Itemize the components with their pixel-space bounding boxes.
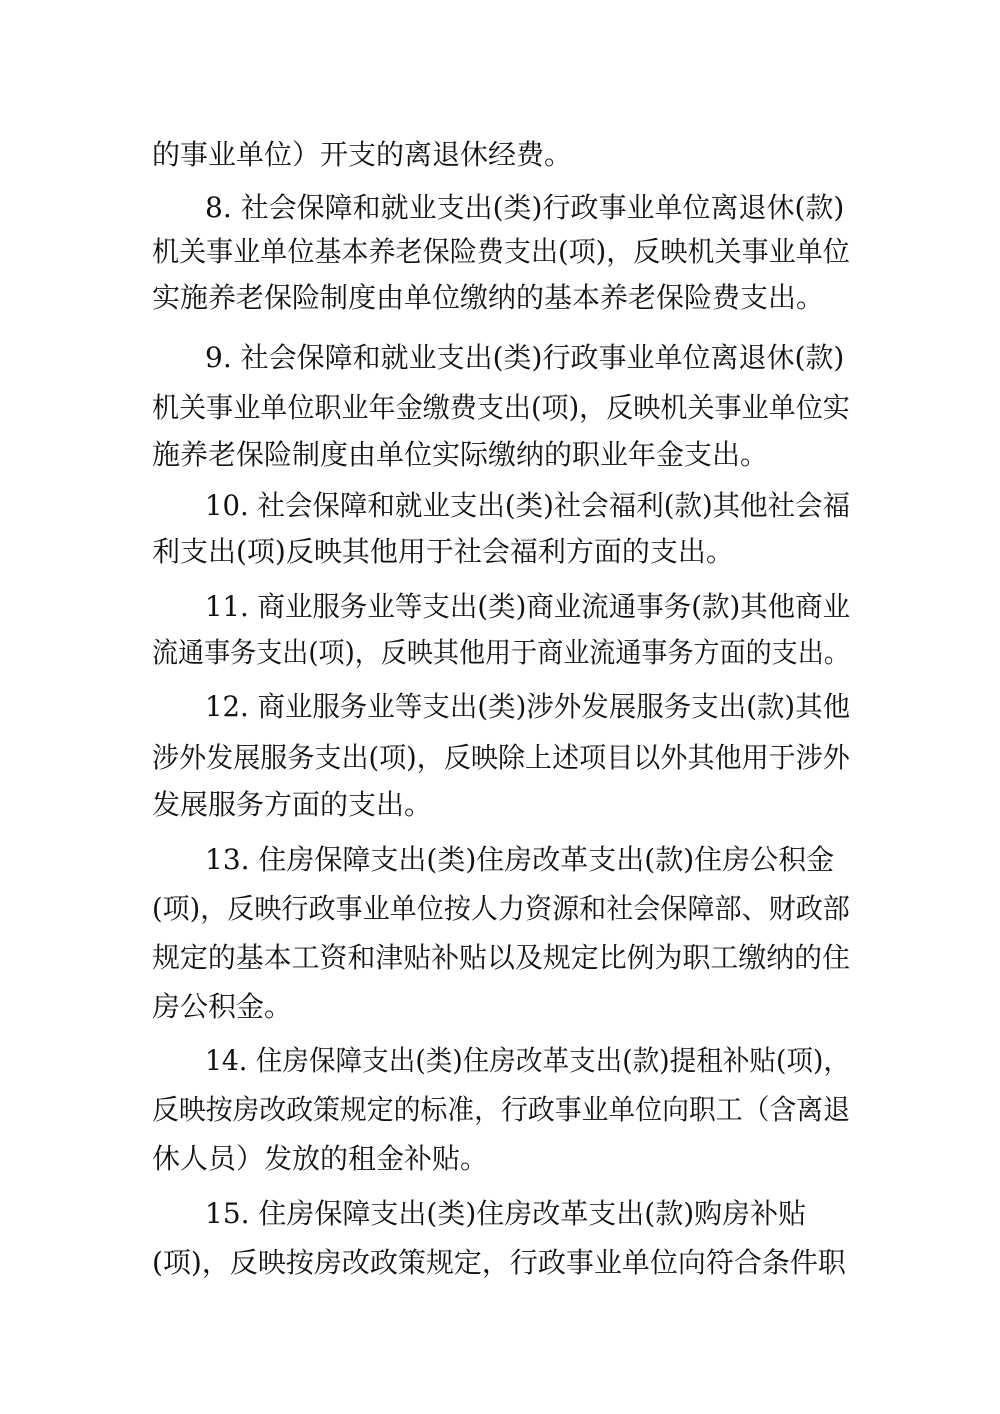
text-line: 反映按房改政策规定的标准，行政事业单位向职工（含离退 [152,1093,851,1126]
text-line: 发展服务方面的支出。 [152,788,433,821]
text-line: 房公积金。 [152,990,293,1023]
text-line: 机关事业单位职业年金缴费支出(项)，反映机关事业单位实 [152,391,850,424]
text-line: 休人员）发放的租金补贴。 [152,1142,489,1175]
text-line: 11. 商业服务业等支出(类)商业流通事务(款)其他商业 [205,590,851,623]
text-line: 的事业单位）开支的离退休经费。 [152,138,573,171]
text-line: 机关事业单位基本养老保险费支出(项)，反映机关事业单位 [152,235,850,268]
text-line: 9. 社会保障和就业支出(类)行政事业单位离退休(款) [205,341,845,374]
text-line: (项)，反映行政事业单位按人力资源和社会保障部、财政部 [152,892,850,925]
text-line: 12. 商业服务业等支出(类)涉外发展服务支出(款)其他 [205,690,851,723]
text-line: 规定的基本工资和津贴补贴以及规定比例为职工缴纳的住 [152,941,851,974]
text-line: 13. 住房保障支出(类)住房改革支出(款)住房公积金 [205,843,835,876]
text-line: (项)，反映按房改政策规定，行政事业单位向符合条件职 [152,1246,846,1279]
text-line: 8. 社会保障和就业支出(类)行政事业单位离退休(款) [205,191,845,224]
text-line: 14. 住房保障支出(类)住房改革支出(款)提租补贴(项)， [205,1044,850,1077]
text-line: 流通事务支出(项)，反映其他用于商业流通事务方面的支出。 [152,636,850,669]
text-line: 施养老保险制度由单位实际缴纳的职业年金支出。 [152,438,769,471]
text-line: 涉外发展服务支出(项)，反映除上述项目以外其他用于涉外 [152,741,850,774]
text-line: 15. 住房保障支出(类)住房改革支出(款)购房补贴 [205,1197,807,1230]
text-line: 10. 社会保障和就业支出(类)社会福利(款)其他社会福 [205,489,851,522]
text-line: 利支出(项)反映其他用于社会福利方面的支出。 [152,535,734,568]
text-line: 实施养老保险制度由单位缴纳的基本养老保险费支出。 [152,281,825,314]
